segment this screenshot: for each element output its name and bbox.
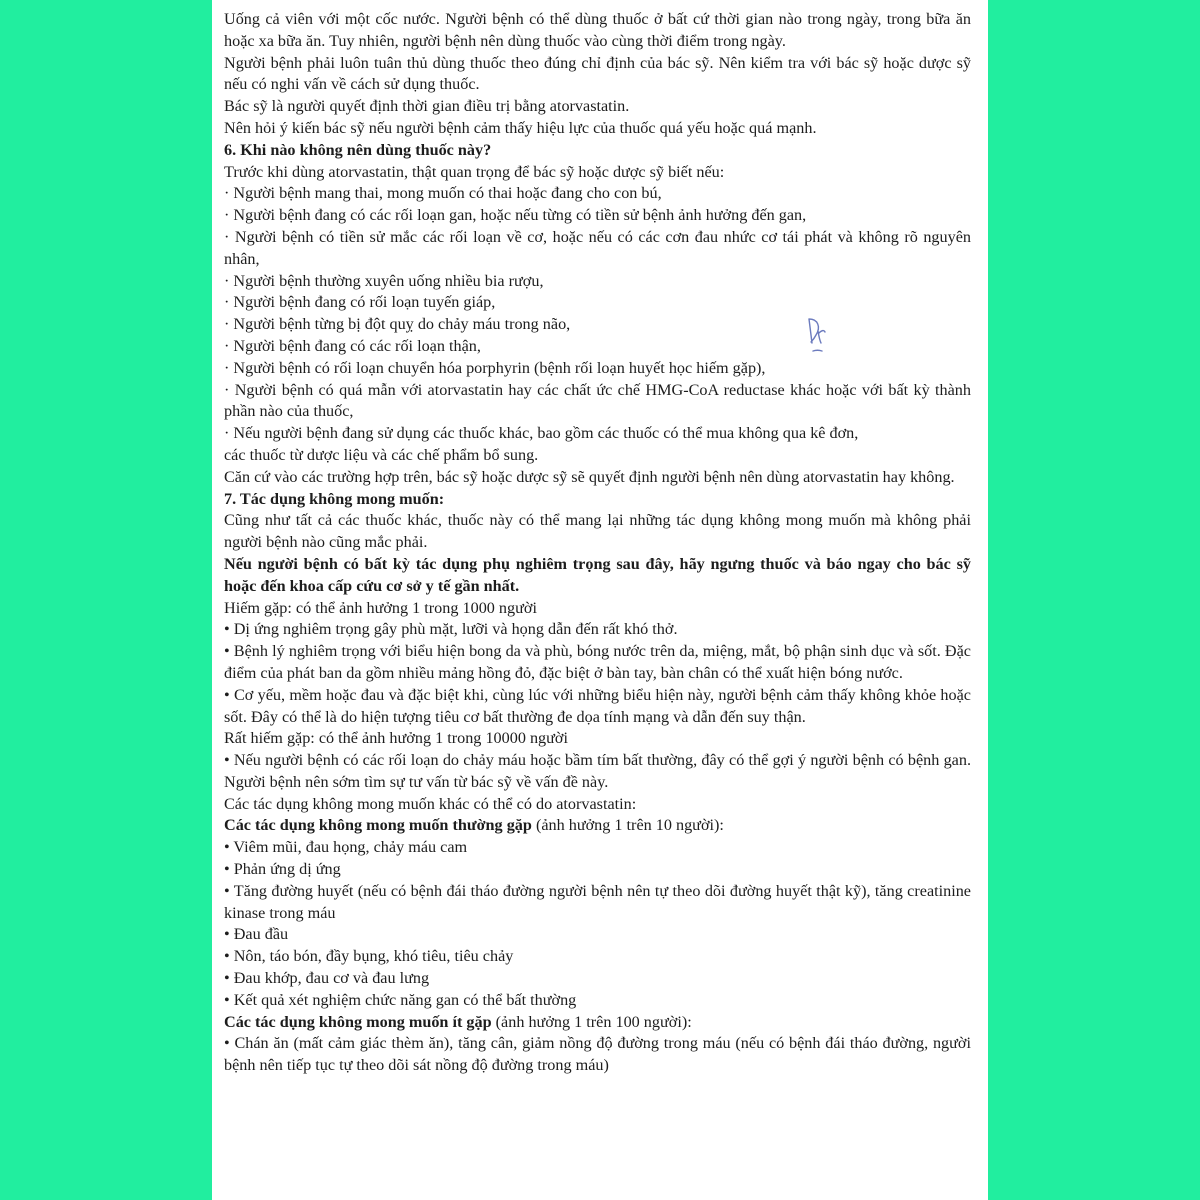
text-line: Uống cả viên với một cốc nước. Người bệnh có thể dùng thuốc ở bất cứ thời gian nào trong ngày, trong bữa ăn hoặc xa bữa ăn. Tuy nhiên, người bệnh nên dùng thuốc vào cùng thời điểm trong ngày. <box>224 10 971 50</box>
text-line: · Người bệnh mang thai, mong muốn có thai hoặc đang cho con bú, <box>224 184 662 203</box>
text-line: · Người bệnh có rối loạn chuyển hóa porphyrin (bệnh rối loạn huyết học hiếm gặp), <box>224 358 766 377</box>
text-line: • Đau khớp, đau cơ và đau lưng <box>224 969 430 988</box>
bold-lead-in: Các tác dụng không mong muốn ít gặp <box>224 1012 492 1031</box>
text-line: Bác sỹ là người quyết định thời gian điều trị bằng atorvastatin. <box>224 97 630 116</box>
text-line: • Bệnh lý nghiêm trọng với biểu hiện bong da và phù, bóng nước trên da, miệng, mắt, bộ phận sinh dục và sốt. Đặc điểm của phát ban da gồm nhiều mảng hồng đỏ, đặc biệt ở bàn tay, bàn chân có thể xuất hiện bóng nước. <box>224 642 971 682</box>
handwritten-initials-signature <box>804 313 830 355</box>
section-heading: Nếu người bệnh có bất kỳ tác dụng phụ nghiêm trọng sau đây, hãy ngưng thuốc và báo ngay cho bác sỹ hoặc đến khoa cấp cứu cơ sở y tế gần nhất. <box>224 554 971 595</box>
text-line: Trước khi dùng atorvastatin, thật quan trọng để bác sỹ hoặc dược sỹ biết nếu: <box>224 162 725 181</box>
text-line: · Người bệnh đang có các rối loạn gan, hoặc nếu từng có tiền sử bệnh ảnh hưởng đến gan, <box>224 206 807 225</box>
text-line: · Người bệnh đang có rối loạn tuyến giáp, <box>224 293 496 312</box>
text-line: • Nếu người bệnh có các rối loạn do chảy máu hoặc bầm tím bất thường, đây có thể gợi ý người bệnh có bệnh gan. Người bệnh nên sớm tìm sự tư vấn từ bác sỹ về vấn đề này. <box>224 751 971 791</box>
text-line: Nên hỏi ý kiến bác sỹ nếu người bệnh cảm thấy hiệu lực của thuốc quá yếu hoặc quá mạnh. <box>224 118 817 137</box>
text-line: Các tác dụng không mong muốn khác có thể có do atorvastatin: <box>224 794 637 813</box>
text-line: • Cơ yếu, mềm hoặc đau và đặc biệt khi, cùng lúc với những biểu hiện này, người bệnh cảm thấy không khỏe hoặc sốt. Đây có thể là do hiện tượng tiêu cơ bất thường đe dọa tính mạng và dẫn đến suy thận. <box>224 685 971 726</box>
text-line: • Kết quả xét nghiệm chức năng gan có thể bất thường <box>224 990 577 1009</box>
text-line: • Viêm mũi, đau họng, chảy máu cam <box>224 838 468 857</box>
text-line: Hiếm gặp: có thể ảnh hưởng 1 trong 1000 người <box>224 598 537 617</box>
section-heading: 7. Tác dụng không mong muốn: <box>224 489 445 508</box>
text-line: • Dị ứng nghiêm trọng gây phù mặt, lưỡi và họng dẫn đến rất khó thở. <box>224 620 678 639</box>
text-line: • Chán ăn (mất cảm giác thèm ăn), tăng cân, giảm nồng độ đường trong máu (nếu có bệnh đái tháo đường, người bệnh nên tiếp tục tự theo dõi sát nồng độ đường trong máu) <box>224 1034 971 1075</box>
text-line: Cũng như tất cả các thuốc khác, thuốc này có thể mang lại những tác dụng không mong muốn mà không phải người bệnh nào cũng mắc phải. <box>224 511 971 552</box>
text-line <box>224 1012 971 1034</box>
text-line: Căn cứ vào các trường hợp trên, bác sỹ hoặc dược sỹ sẽ quyết định người bệnh nên dùng atorvastatin hay không. <box>224 467 955 486</box>
bold-lead-in: Các tác dụng không mong muốn thường gặp <box>224 816 532 835</box>
text-line: • Đau đầu <box>224 925 289 944</box>
text-line: • Tăng đường huyết (nếu có bệnh đái tháo đường người bệnh nên tự theo dõi đường huyết thật kỹ), tăng creatinine kinase trong máu <box>224 881 971 922</box>
text-line: · Người bệnh có tiền sử mắc các rối loạn về cơ, hoặc nếu có các cơn đau nhức cơ tái phát và không rõ nguyên nhân, <box>224 227 971 268</box>
text-line: Người bệnh phải luôn tuân thủ dùng thuốc theo đúng chỉ định của bác sỹ. Nên kiểm tra với bác sỹ hoặc dược sỹ nếu có nghi vấn về cách sử dụng thuốc. <box>224 53 971 94</box>
text-line: các thuốc từ dược liệu và các chế phẩm bổ sung. <box>224 445 539 464</box>
text-line: • Phản ứng dị ứng <box>224 860 341 879</box>
text-line: Rất hiếm gặp: có thể ảnh hưởng 1 trong 10000 người <box>224 729 568 748</box>
line-text: (ảnh hưởng 1 trên 10 người): <box>531 816 724 835</box>
text-line: · Nếu người bệnh đang sử dụng các thuốc khác, bao gồm các thuốc có thể mua không qua kê đơn, <box>224 424 859 443</box>
line-text: (ảnh hưởng 1 trên 100 người): <box>491 1012 692 1031</box>
section-heading: 6. Khi nào không nên dùng thuốc này? <box>224 140 492 159</box>
text-line <box>224 815 971 837</box>
text-line: · Người bệnh đang có các rối loạn thận, <box>224 336 481 355</box>
document-page <box>212 0 988 1200</box>
text-line: · Người bệnh có quá mẫn với atorvastatin hay các chất ức chế HMG-CoA reductase khác hoặc với bất kỳ thành phần nào của thuốc, <box>224 380 971 421</box>
text-line: · Người bệnh thường xuyên uống nhiều bia rượu, <box>224 271 544 290</box>
text-line: · Người bệnh từng bị đột quỵ do chảy máu trong não, <box>224 315 571 334</box>
text-line: • Nôn, táo bón, đầy bụng, khó tiêu, tiêu chảy <box>224 947 514 966</box>
document-body <box>224 9 971 1077</box>
